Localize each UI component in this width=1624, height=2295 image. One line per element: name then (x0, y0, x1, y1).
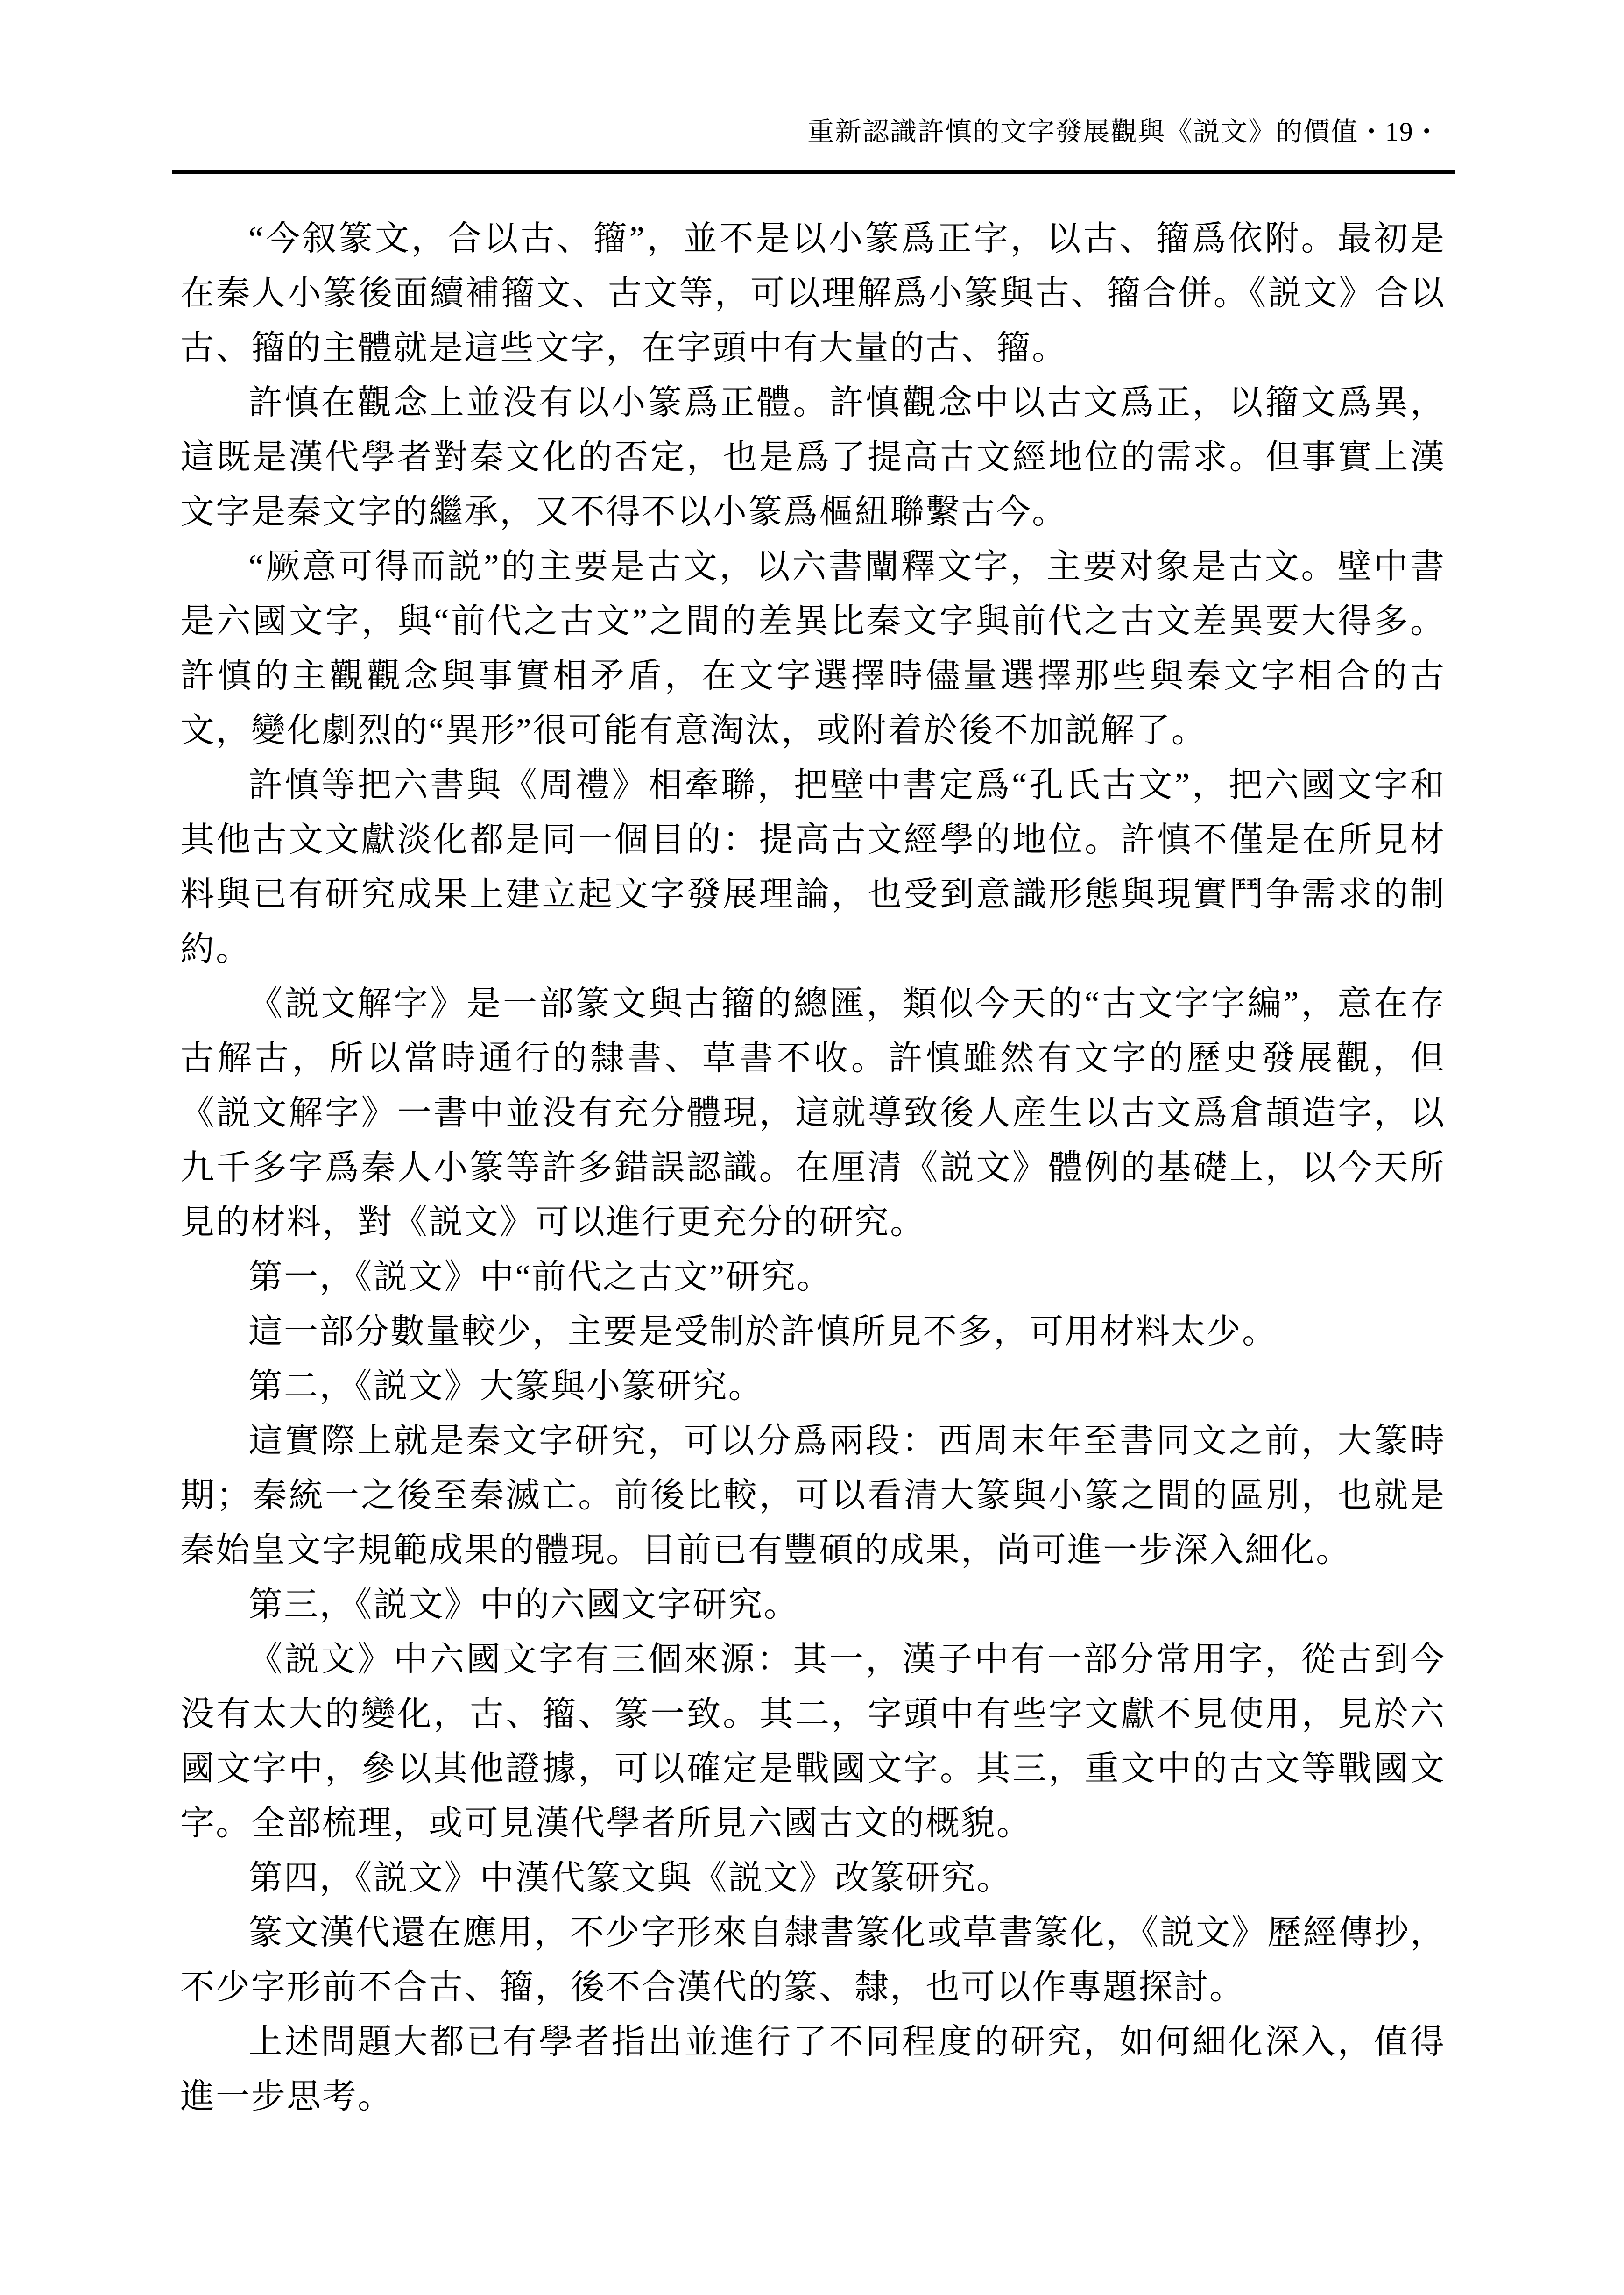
paragraph: “厥意可得而説”的主要是古文，以六書闡釋文字，主要对象是古文。壁中書是六國文字，與“前代之古文”之間的差異比秦文字與前代之古文差異要大得多。許慎的主觀觀念與事實相矛盾，在文字選擇時儘量選擇那些與秦文字相合的古文，變化劇烈的“異形”很可能有意淘汰，或附着於後不加説解了。 (180, 547, 1446, 749)
paragraph: “今叙篆文，合以古、籀”，並不是以小篆爲正字，以古、籀爲依附。最初是在秦人小篆後面續補籀文、古文等，可以理解爲小篆與古、籀合併。《説文》合以古、籀的主體就是這些文字，在字頭中有大量的古、籀。 (180, 220, 1446, 367)
paragraph: 《説文》中六國文字有三個來源：其一，漢子中有一部分常用字，從古到今没有太大的變化，古、籀、篆一致。其二，字頭中有些字文獻不見使用，見於六國文字中，參以其他證據，可以確定是戰國文字。其三，重文中的古文等戰國文字。全部梳理，或可見漢代學者所見六國古文的概貌。 (180, 1640, 1446, 1842)
paragraph: 第二，《説文》大篆與小篆研究。 (248, 1367, 764, 1405)
article-body (180, 211, 1446, 2124)
paragraph: 《説文解字》是一部篆文與古籀的總匯，類似今天的“古文字字編”，意在存古解古，所以當時通行的隸書、草書不收。許慎雖然有文字的歷史發展觀，但《説文解字》一書中並没有充分體現，這就導致後人産生以古文爲倉頡造字，以九千多字爲秦人小篆等許多錯誤認識。在厘清《説文》體例的基礎上，以今天所見的材料，對《説文》可以進行更充分的研究。 (180, 985, 1446, 1241)
separator-dot: • (1423, 120, 1431, 142)
paragraph: 上述問題大都已有學者指出並進行了不同程度的研究，如何細化深入，值得進一步思考。 (180, 2023, 1446, 2115)
paragraph: 許慎等把六書與《周禮》相牽聯，把壁中書定爲“孔氏古文”，把六國文字和其他古文文獻淡化都是同一個目的：提高古文經學的地位。許慎不僅是在所見材料與已有研究成果上建立起文字發展理論，也受到意識形態與現實鬥争需求的制約。 (180, 766, 1446, 968)
header-rule (172, 170, 1455, 174)
page-number: 19 (1385, 117, 1414, 147)
paragraph: 第三，《説文》中的六國文字研究。 (248, 1586, 799, 1623)
running-title: 重新認識許慎的文字發展觀與《説文》的價值 (807, 117, 1359, 147)
separator-dot: • (1368, 120, 1376, 142)
paragraph: 第四，《説文》中漢代篆文與《説文》改篆研究。 (248, 1859, 1012, 1897)
page-header (172, 116, 1455, 148)
paragraph: 第一，《説文》中“前代之古文”研究。 (248, 1258, 833, 1296)
paragraph: 篆文漢代還在應用，不少字形來自隸書篆化或草書篆化，《説文》歷經傳抄，不少字形前不合古、籀，後不合漢代的篆、隸，也可以作專題探討。 (180, 1913, 1446, 2006)
paragraph: 這實際上就是秦文字研究，可以分爲兩段：西周末年至書同文之前，大篆時期；秦統一之後至秦滅亡。前後比較，可以看清大篆與小篆之間的區別，也就是秦始皇文字規範成果的體現。目前已有豐碩的成果，尚可進一步深入細化。 (180, 1422, 1446, 1569)
paragraph: 這一部分數量較少，主要是受制於許慎所見不多，可用材料太少。 (248, 1312, 1278, 1350)
paragraph: 許慎在觀念上並没有以小篆爲正體。許慎觀念中以古文爲正，以籀文爲異，這既是漢代學者對秦文化的否定，也是爲了提高古文經地位的需求。但事實上漢文字是秦文字的繼承，又不得不以小篆爲樞紐聯繫古今。 (180, 383, 1446, 531)
